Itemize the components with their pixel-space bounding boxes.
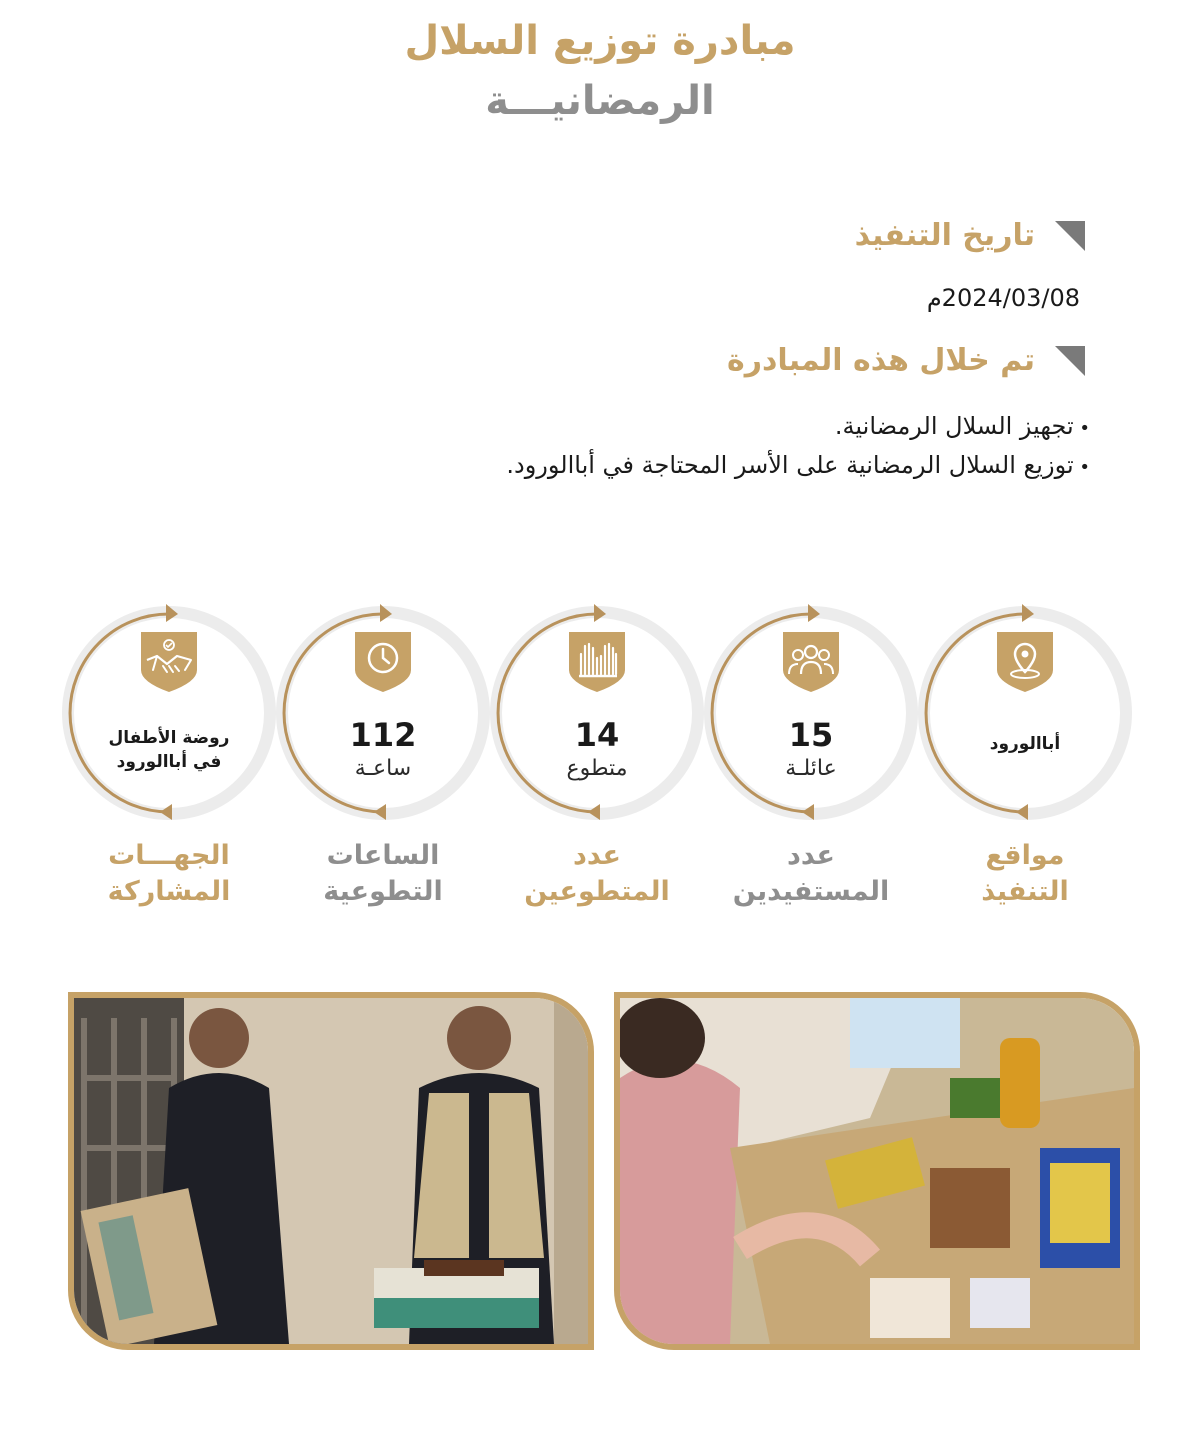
execution-date-section	[855, 218, 1085, 253]
stat-label-line2: التنفيذ	[981, 876, 1069, 907]
stat-label-line2: المتطوعين	[524, 876, 670, 907]
stat-label-line1: الجهـــات	[108, 840, 230, 871]
stat-label-line1: الساعات	[326, 840, 440, 871]
execution-date-heading: تاريخ التنفيذ	[854, 218, 1035, 253]
stat-beneficiaries-unit: عائلـة	[785, 756, 837, 781]
stat-hours-value: 112	[349, 716, 417, 754]
location-pin-icon	[995, 630, 1055, 694]
photo-volunteers	[68, 992, 594, 1350]
stat-beneficiaries-value: 15	[788, 716, 834, 754]
activities-list	[506, 408, 1090, 486]
stat-locations-value: أباالورود	[989, 734, 1061, 754]
stat-beneficiaries-label	[706, 838, 916, 910]
activity-item: • تجهيز السلال الرمضانية.	[506, 408, 1090, 447]
volunteers-photo-image	[74, 998, 588, 1344]
stat-label-line2: المشاركة	[107, 876, 231, 907]
page-title-line1: مبادرة توزيع السلال	[404, 18, 796, 64]
packing-photo-image	[620, 998, 1134, 1344]
stat-partners	[64, 608, 274, 818]
handshake-icon	[139, 630, 199, 694]
stat-hours-unit: ساعـة	[354, 756, 412, 781]
stat-beneficiaries	[706, 608, 916, 818]
execution-date-value: 2024/03/08م	[926, 284, 1080, 312]
stat-label-line1: مواقع	[985, 840, 1065, 871]
stat-label-line2: المستفيدين	[732, 876, 890, 907]
stat-label-line1: عدد	[787, 840, 835, 871]
stat-volunteers-value: 14	[574, 716, 620, 754]
stat-hours-label	[278, 838, 488, 910]
stat-volunteers	[492, 608, 702, 818]
activities-section	[727, 343, 1085, 378]
stat-locations	[920, 608, 1130, 818]
triangle-marker-icon	[1055, 346, 1085, 376]
raised-hands-icon	[567, 630, 627, 694]
stat-label-line2: التطوعية	[323, 876, 443, 907]
stat-partners-value-line1: روضة الأطفال	[108, 728, 230, 748]
clock-icon	[353, 630, 413, 694]
activities-heading: تم خلال هذه المبادرة	[727, 343, 1035, 378]
stat-volunteers-label	[492, 838, 702, 910]
stat-partners-label	[64, 838, 274, 910]
stat-label-line1: عدد	[573, 840, 621, 871]
stat-hours	[278, 608, 488, 818]
stat-locations-label	[920, 838, 1130, 910]
stat-partners-value	[64, 726, 274, 774]
people-group-icon	[781, 630, 841, 694]
photo-packing-baskets	[614, 992, 1140, 1350]
page-title-line2: الرمضانيـــة	[485, 78, 715, 124]
triangle-marker-icon	[1055, 221, 1085, 251]
stat-volunteers-unit: متطوع	[566, 756, 628, 781]
stat-partners-value-line2: في أباالورود	[116, 752, 222, 772]
activity-item: • توزيع السلال الرمضانية على الأسر المحتاجة في أباالورود.	[506, 447, 1090, 486]
